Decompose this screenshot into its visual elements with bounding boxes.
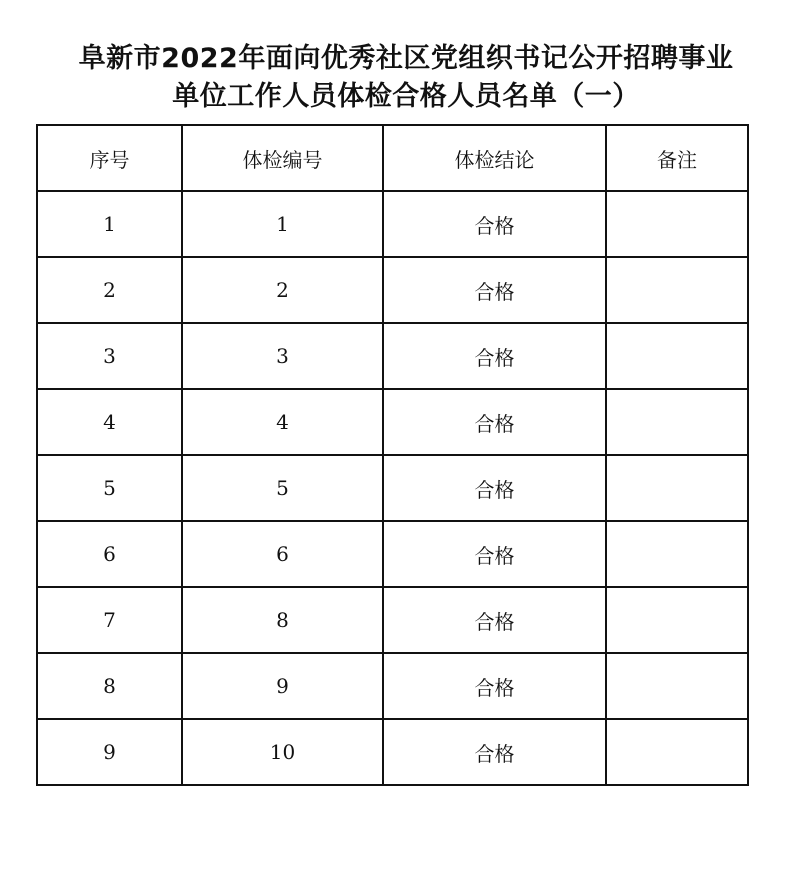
table-row — [37, 587, 748, 653]
cell-result: 合格 — [383, 653, 606, 719]
cell-exam-no: 10 — [182, 719, 383, 785]
cell-remark — [606, 587, 748, 653]
cell-seq: 3 — [37, 323, 182, 389]
cell-remark — [606, 257, 748, 323]
cell-remark — [606, 653, 748, 719]
table-row — [37, 257, 748, 323]
cell-remark — [606, 191, 748, 257]
cell-exam-no: 4 — [182, 389, 383, 455]
cell-exam-no: 5 — [182, 455, 383, 521]
cell-remark — [606, 521, 748, 587]
cell-result: 合格 — [383, 521, 606, 587]
cell-exam-no: 2 — [182, 257, 383, 323]
cell-result: 合格 — [383, 191, 606, 257]
table-row — [37, 389, 748, 455]
cell-exam-no: 6 — [182, 521, 383, 587]
document-title — [0, 40, 812, 116]
cell-seq: 6 — [37, 521, 182, 587]
table-row — [37, 191, 748, 257]
results-table — [36, 124, 749, 786]
title-line-1: 阜新市2022年面向优秀社区党组织书记公开招聘事业 — [78, 43, 734, 74]
cell-exam-no: 9 — [182, 653, 383, 719]
cell-result: 合格 — [383, 323, 606, 389]
title-line-2: 单位工作人员体检合格人员名单（一） — [172, 81, 640, 112]
header-exam-no: 体检编号 — [182, 125, 383, 191]
table-row — [37, 521, 748, 587]
cell-exam-no: 3 — [182, 323, 383, 389]
table-row — [37, 323, 748, 389]
table-row — [37, 719, 748, 785]
cell-result: 合格 — [383, 587, 606, 653]
table-row — [37, 653, 748, 719]
table-header-row — [37, 125, 748, 191]
cell-seq: 9 — [37, 719, 182, 785]
cell-seq: 4 — [37, 389, 182, 455]
cell-result: 合格 — [383, 257, 606, 323]
table-row — [37, 455, 748, 521]
cell-remark — [606, 389, 748, 455]
cell-remark — [606, 455, 748, 521]
header-result: 体检结论 — [383, 125, 606, 191]
header-remark: 备注 — [606, 125, 748, 191]
cell-remark — [606, 719, 748, 785]
cell-seq: 7 — [37, 587, 182, 653]
cell-result: 合格 — [383, 455, 606, 521]
cell-result: 合格 — [383, 719, 606, 785]
cell-exam-no: 1 — [182, 191, 383, 257]
header-seq: 序号 — [37, 125, 182, 191]
cell-seq: 2 — [37, 257, 182, 323]
cell-remark — [606, 323, 748, 389]
cell-result: 合格 — [383, 389, 606, 455]
cell-seq: 5 — [37, 455, 182, 521]
cell-seq: 1 — [37, 191, 182, 257]
cell-exam-no: 8 — [182, 587, 383, 653]
cell-seq: 8 — [37, 653, 182, 719]
